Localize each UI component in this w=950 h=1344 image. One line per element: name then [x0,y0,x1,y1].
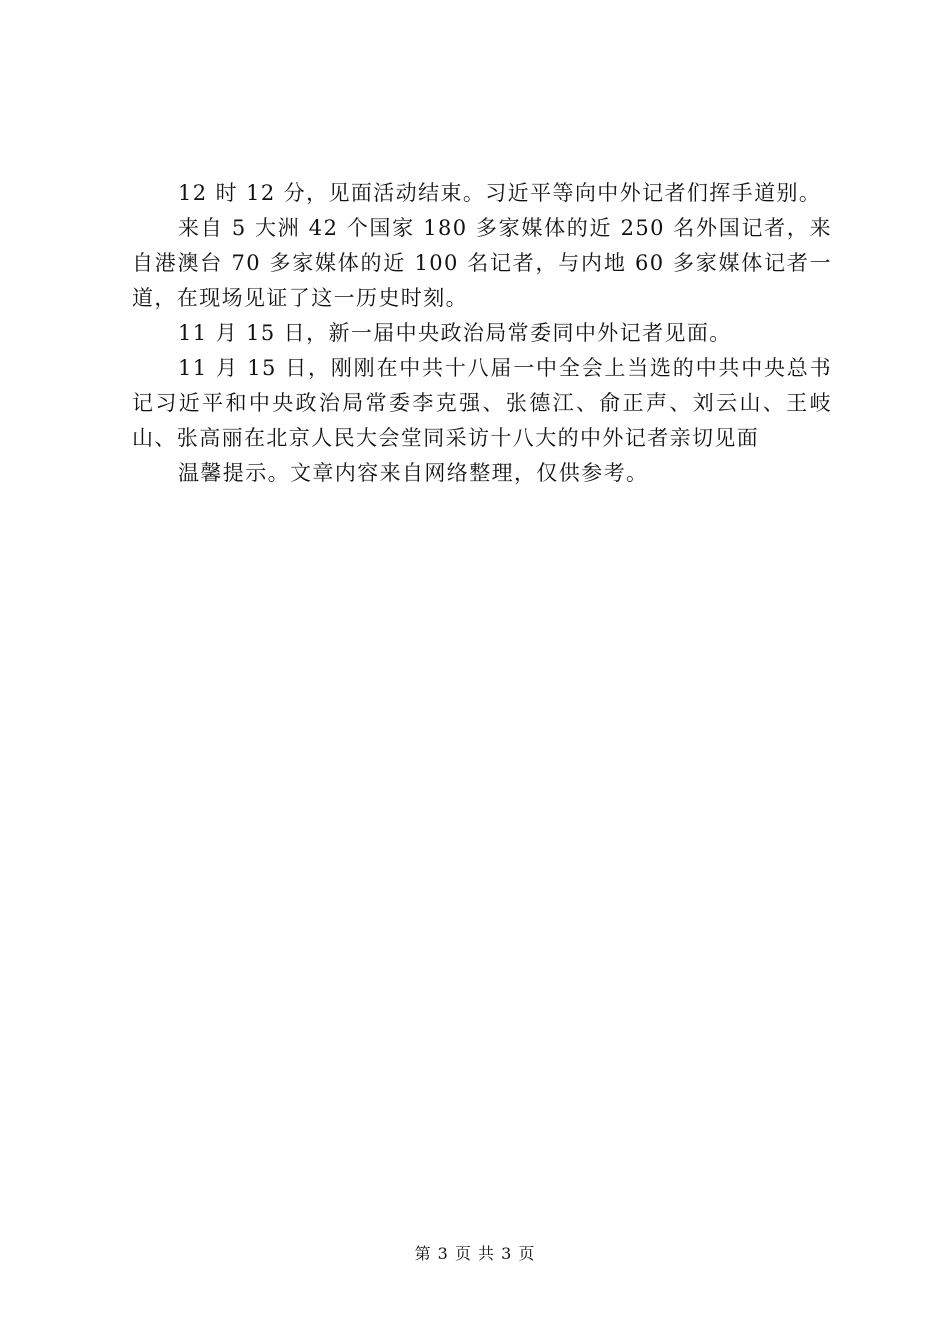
paragraph-notice: 温馨提示。文章内容来自网络整理，仅供参考。 [178,461,649,485]
paragraph-nov15-meeting: 11 月 15 日，新一届中央政治局常委同中外记者见面。 [178,321,732,345]
paragraph-foreign-journalists: 来自 5 大洲 42 个国家 180 多家媒体的近 250 名外国记者，来自港澳台 70 多家媒体的近 100 名记者，与内地 60 多家媒体记者一道，在现场见证了这一历史时刻。 [132,216,832,310]
paragraph-meeting-end: 12 时 12 分，见面活动结束。习近平等向中外记者们挥手道别。 [178,181,822,205]
paragraph-standing-committee: 11 月 15 日，刚刚在中共十八届一中全会上当选的中共中央总书记习近平和中央政治局常委李克强、张德江、俞正声、刘云山、王岐山、张高丽在北京人民大会堂同采访十八大的中外记者亲切见面 [132,356,832,450]
page-footer: 第 3 页 共 3 页 [414,1244,536,1263]
document-body [132,176,832,491]
